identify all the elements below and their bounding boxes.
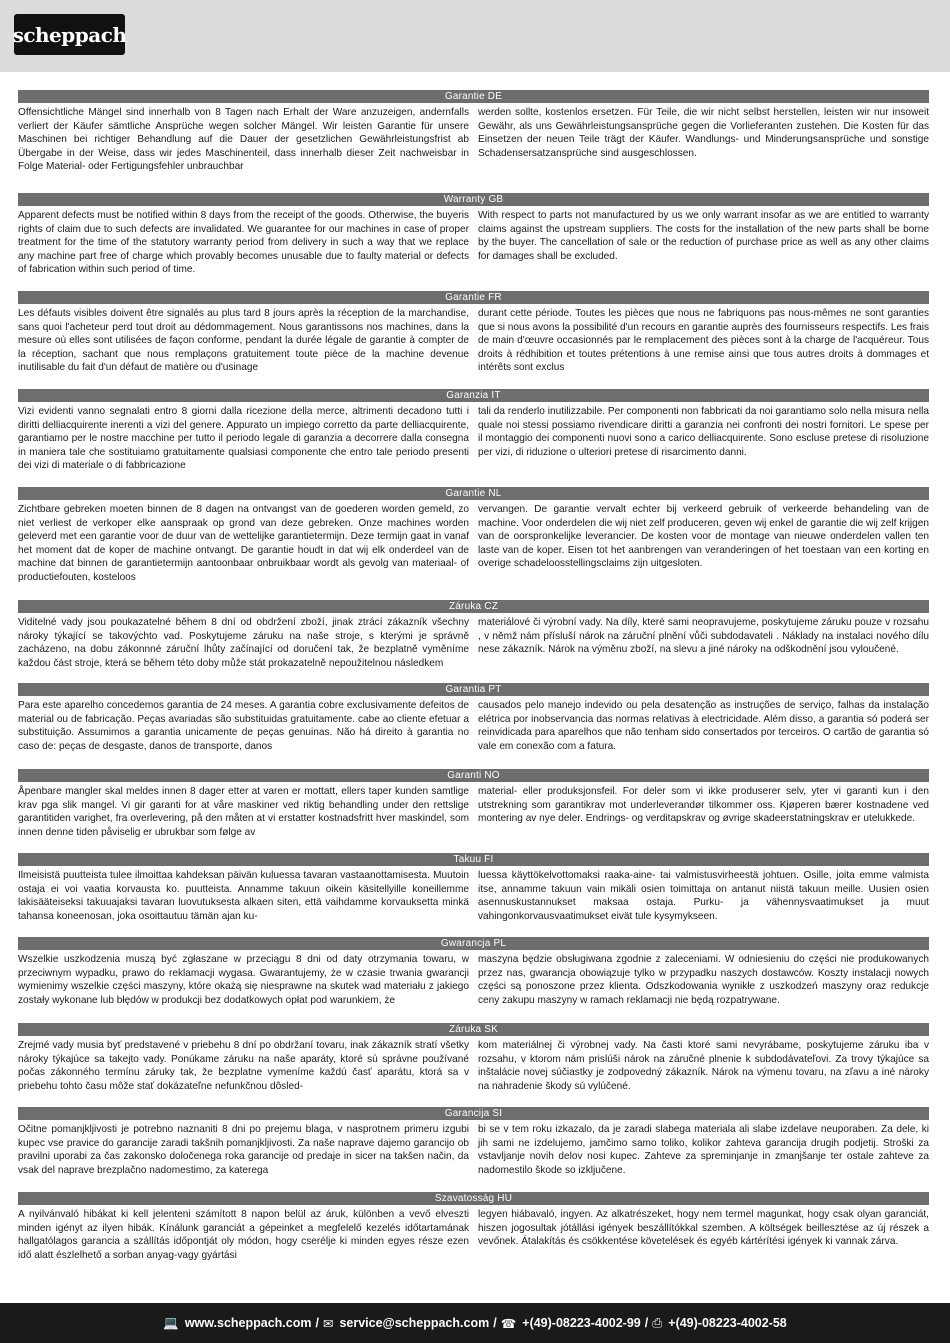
logo-text: scheppach: [12, 22, 127, 47]
section-garantie-fr: [18, 291, 929, 389]
mail-icon: ✉: [322, 1316, 334, 1331]
section-text-right: werden sollte, kostenlos ersetzen. Für Teile, die wir nicht selbst herstellen, leisten wir nur insoweit Gewähr, als uns Gewährleistungsansprüche gegen die Vorlieferanten zustehen. Die Kosten für das Einsetzen der neuen Teile trägt der Käufer. Wandlungs- und Minderungsansprüche und sonstige Schadensersatzansprüche sind ausgeschlossen.: [478, 107, 929, 159]
fax-icon: ⎙: [652, 1315, 663, 1330]
section-zaruka-sk: [18, 1023, 929, 1107]
section-title: Garanti NO: [18, 769, 929, 782]
section-title: Garancija SI: [18, 1107, 929, 1120]
header: [0, 0, 950, 72]
section-title: Garanzia IT: [18, 389, 929, 402]
section-title: Garantie FR: [18, 291, 929, 304]
section-garantie-nl: [18, 487, 929, 600]
section-garantia-pt: [18, 683, 929, 769]
section-title: Garantie DE: [18, 90, 929, 103]
section-title: Gwarancja PL: [18, 937, 929, 950]
section-title: Takuu FI: [18, 853, 929, 866]
section-text-left: Zichtbare gebreken moeten binnen de 8 dagen na ontvangst van de goederen worden gemeld, zo niet verliest de verkoper elke aanspraak op grond van deze gebreken. Onze machines worden geleverd met een garantie voor de duur van de wettelijke garantietermijn. Deze termijn gaat in vanaf het moment dat de koper de machine ontvangt. De garantie houdt in dat wij elk onderdeel van de machine dat binnen de garantietermijn aantoonbaar onbruikbaar wordt als gevolg van materiaal- of productiefouten, kosteloos: [18, 504, 469, 583]
section-text-right: kom materiálnej či výrobnej vady. Na časti ktoré sami nevyrábame, poskytujeme záruku iba v rozsahu, v ktorom nám prislúši nárok na záručné plnenie k subdodávateľovi. Za trovy týkajúce sa inštalácie novej súčiastky je zodpovedný zákazník. Nárok na výmenu tovaru, na zľavu a iné nároky na nahradenie škody sú vylúčené.: [478, 1040, 929, 1092]
section-text-left: Zrejmé vady musia byť predstavené v priebehu 8 dní po obdržaní tovaru, inak zákazník stratí všetky nároky týkajúce sa takejto vady. Ponúkame záruku na naše aparáty, ktoré sú správne používané počas zákonného termínu záruky tak, že bezplatne vymeníme každú časť aparátu, ktorá sa v priebehu tohto času môže stať dokázateľne nefunkčnou dôsled-: [18, 1040, 469, 1092]
fax-number: +(49)-08223-4002-58: [668, 1316, 787, 1330]
section-szavatossag-hu: [18, 1192, 929, 1276]
scheppach-logo: [14, 14, 125, 55]
phone-number: +(49)-08223-4002-99: [522, 1316, 641, 1330]
separator: /: [315, 1316, 319, 1330]
section-text-left: Viditelné vady jsou poukazatelné během 8 dní od obdržení zboží, jinak ztrácí zákazník všechny nároky týkající se takovýchto vad. Poskytujeme záruku na naše stroje, s kterými je správně zacházeno, na dobu zákonnné záruční lhůty začínající od doručení tak, že bezplatně vyměníme každou část stroje, která se během této doby může stát prokazatelně nepoužitelnou následkem: [18, 617, 469, 669]
section-text-left: Para este aparelho concedemos garantia de 24 meses. A garantia cobre exclusivamente defeitos de material ou de fabricação. Peças avariadas são substituidas gratuitamente. cabe ao cliente efetuar a substituição. Assumimos a garantia unicamente de peças genuinas. Não há direito à garantia no caso de: peças de desgaste, danos de transporte, danos: [18, 700, 469, 752]
section-warranty-gb: [18, 193, 929, 291]
section-text-right: material- eller produksjonsfeil. For deler som vi ikke produserer selv, yter vi garanti kun i den utstrekning som garantikrav mot underleverandør tilkommer oss. Kjøperen bærer kostnadene ved montering av nye deler. Endrings- og verditapskrav og øvrige skadeerstatningskrav er utelukkede.: [478, 786, 929, 824]
section-text-left: Les défauts visibles doivent être signalés au plus tard 8 jours après la réception de la marchandise, sans quoi l'acheteur perd tout droit au dédommagement. Nous garantissons nos machines, dans la mesure où elles sont utilisées de façon conforme, pendant la durée légale de garantie à compter de la réception, sachant que nous remplaçons gratuitement toute pièce de la machine devenue inutilisable du fait d'un défaut de matière ou d'usinage: [18, 308, 469, 373]
phone-icon: ☎: [500, 1316, 517, 1331]
section-text-left: Wszelkie uszkodzenia muszą być zgłaszane w przeciągu 8 dni od daty otrzymania towaru, w przeciwnym wypadku, prawo do reklamacji wygasa. Gwarantujemy, że w czasie trwania gwarancji wymienimy wszelkie części maszyny, które okażą się niesprawne na skutek wad materiału z jakiego zostały wykonane lub błędów w produkcji bez dodatkowych opłat pod warunkiem, że: [18, 954, 469, 1006]
section-text-left: Ilmeisistä puutteista tulee ilmoittaa kahdeksan päivän kuluessa tavaran vastaanottamisesta. Muutoin ostaja ei voi vaatia korvausta ko. puutteista. Annamme takuun oikein käsitellyille koneillemme lakisääteiseksi takuuajaksi tavaran luovutuksesta alkaen siten, että vaihdamme korvauksetta minkä tahansa koneenosan, joka osoittautuu tämän ajan ku-: [18, 870, 469, 922]
section-text-left: A nyilvánvaló hibákat ki kell jelenteni számított 8 napon belül az áruk, különben a vevő elveszti minden igényt az ilyen hibák. Kínálunk garanciát a gépeinket a megfelelő kezelés időtartamának hallgatólagos garancia a szállítás időpontját oly módon, hogy cserélje ki minden egyes része ezen idő alatt észlelhető a sorban anyag-vagy gyártási: [18, 1209, 469, 1261]
section-takuu-fi: [18, 853, 929, 937]
section-zaruka-cz: [18, 600, 929, 683]
laptop-icon: 💻: [163, 1315, 179, 1330]
separator: /: [493, 1316, 497, 1330]
email-link[interactable]: service@scheppach.com: [339, 1316, 490, 1330]
footer-contact-bar: [0, 1303, 950, 1343]
section-text-left: Očitne pomanjkljivosti je potrebno naznaniti 8 dni po prejemu blaga, v nasprotnem primeru izgubi kupec vse pravice do garancije zaradi takšnih pomanjkljivosti. Za naše naprave dajemo garancijo ob pravilni uporabi za čas zakonsko določenega roka garancije od predaje in sicer na takšen način, da vsak del naprave brezplačno nadomestimo, za katerega: [18, 1124, 469, 1176]
section-title: Szavatosság HU: [18, 1192, 929, 1205]
warranty-content: [18, 90, 929, 1276]
section-text-right: materiálové či výrobní vady. Na díly, které sami neopravujeme, poskytujeme záruku pouze v rozsahu , v němž nám přísluší nárok na záruční plnění vůči subdodavateli . Náklady na instalaci nového dílu nese zákazník. Nárok na výměnu zboží, na slevu a jiné nároky na odškodnění jsou vyloučené.: [478, 617, 929, 655]
section-title: Záruka CZ: [18, 600, 929, 613]
website-link[interactable]: www.scheppach.com: [184, 1316, 312, 1330]
section-gwarancja-pl: [18, 937, 929, 1023]
section-text-left: Vizi evidenti vanno segnalati entro 8 giorni dalla ricezione della merce, altrimenti decadono tutti i diritti delliacquirente inerenti a vizi del genere. Appurato un impiego corretto da parte delliacquirente, garantiamo per le nostre macchine per tutto il periodo legale di garanzia a decorrere dalla consegna in maniera tale che sostituiamo gratuitamente qualsiasi componente che entro tale periodo presenti dei vizi di materiale o di fabbricazione: [18, 406, 469, 471]
section-title: Warranty GB: [18, 193, 929, 206]
section-title: Záruka SK: [18, 1023, 929, 1036]
section-title: Garantie NL: [18, 487, 929, 500]
section-text-right: vervangen. De garantie vervalt echter bij verkeerd gebruik of verkeerde behandeling van de machine. Voor onderdelen die wij niet zelf produceren, geven wij enkel de garantie die wij zelf krijgen van de oorspronkelijke leverancier. De kosten voor de montage van nieuwe onderdelen vallen ten laste van de koper. Eisen tot het aanbrengen van veranderingen of het toestaan van een korting en overige schadeloosstellingsclaims zijn uitgesloten.: [478, 504, 929, 569]
section-text-right: causados pelo manejo indevido ou pela desatenção as instruções de serviço, falhas da instalação elétrica por inobservancia das normas relativas à electricidade. Além disso, a garantia só poderá ser reinvidicada para aparelhos que não tenham sido consertados por terceiros. O cartão de garantia só vale em conexão com a fatura.: [478, 700, 929, 752]
section-text-right: legyen hiábavaló, ingyen. Az alkatrészeket, hogy nem termel magunkat, hogy csak olyan garanciát, hiszen jogosultak jótállási igények beszállítókkal szemben. A költségek beillesztése az új részek a vevőnek. Átalakítás és csökkentése követelések és egyéb kártérítési igények ki vannak zárva.: [478, 1209, 929, 1247]
section-text-left: Offensichtliche Mängel sind innerhalb von 8 Tagen nach Erhalt der Ware anzuzeigen, andernfalls verliert der Käufer sämtliche Ansprüche wegen solcher Mängel. Wir leisten Garantie für unsere Maschinen bei richtiger Behandlung auf die Dauer der gesetzlichen Gewährleistungsfrist ab Übergabe in der Weise, dass wir jedes Maschinenteil, dass innerhalb dieser Zeit nachweisbar in Folge Material- oder Fertigungsfehler unbrauchbar: [18, 107, 469, 172]
section-text-right: tali da renderlo inutilizzabile. Per componenti non fabbricati da noi garantiamo solo nella misura nella quale noi stessi possiamo rivendicare diritti a garanzia nei confronti dei nostri fornitori. Le spese per il montaggio dei componenti nuovi sono a carico delliacquirente. Sono escluse pretese di risoluzione per vizi, di riduzione o ulteriori pretese di risarcimento danni.: [478, 406, 929, 458]
section-text-left: Apparent defects must be notified within 8 days from the receipt of the goods. Otherwise, the buyeris rights of claim due to such defects are invalidated. We guarantee for our machines in case of proper treatment for the time of the statutory warranty period from delivery in such a way that we replace any machine part free of charge which provably becomes unusable due to faulty material or defects of fabrication within such period of time.: [18, 210, 469, 275]
section-garancija-si: [18, 1107, 929, 1192]
section-text-right: luessa käyttökelvottomaksi raaka-aine- tai valmistusvirheestä johtuen. Osille, joita emme valmista itse, annamme takuun vain mikäli osien toimittaja on antanut niistä takuun meille. Uusien osien asennuskustannukset maksaa ostaja. Purku- ja vähennysvaatimukset ja muut vahingonkorvausvaatimukset eivät tule kysymykseen.: [478, 870, 929, 922]
section-text-left: Åpenbare mangler skal meldes innen 8 dager etter at varen er mottatt, ellers taper kunden samtlige krav pga slik mangel. Vi gir garanti for at våre maskiner ved riktig behandling under den rettslige garantitiden varighet, fra overlevering, på den måten at vi erstatter kostnadsfritt hver maskindel, som innen denne tiden påviselig er ubrukbar som følge av: [18, 786, 469, 838]
section-text-right: bi se v tem roku izkazalo, da je zaradi slabega materiala ali slabe izdelave neuporaben. Za dele, ki jih sami ne izdelujemo, jamčimo samo toliko, kolikor zahteva garancija drugih podjetij. Stroški za vstavljanje novih delov nosi kupec. Zahteve za spreminjanje in zmanjšanje ter ostale zahteve za nadomestilo škode so izključene.: [478, 1124, 929, 1176]
section-garanzia-it: [18, 389, 929, 487]
section-text-right: With respect to parts not manufactured by us we only warrant insofar as we are entitled to warranty claims against the upstream suppliers. The costs for the installation of the new parts shall be borne by the buyer. The cancellation of sale or the reduction of purchase price as well as any other claims for damages shall be excluded.: [478, 210, 929, 262]
section-title: Garantia PT: [18, 683, 929, 696]
section-text-right: durant cette période. Toutes les pièces que nous ne fabriquons pas nous-mêmes ne sont garanties que si nous avons la possibilité d'un recours en garantie auprès des fournisseurs respectifs. Les frais de main d'œuvre occasionnés par le remplacement des pièces sont à la charge de l'acquéreur. Tous droits à rédhibition et toutes prétentions à une remise ainsi que tous autres droits à dommages et intérêts sont exclus: [478, 308, 929, 373]
section-garantie-de: [18, 90, 929, 193]
section-garanti-no: [18, 769, 929, 853]
separator: /: [644, 1316, 649, 1330]
section-text-right: maszyna będzie obsługiwana zgodnie z zaleceniami. W odniesieniu do części nie produkowanych przez nas, gwarancja obowiązuje tylko w przypadku naszych dostawców. Koszty instalacji nowych części są ponoszone przez klienta. Odszkodowania wynikłe z uszkodzeń maszyny oraz redukcje ceny zakupu maszyny w ramach reklamacji nie będą rozpatrywane.: [478, 954, 929, 1006]
